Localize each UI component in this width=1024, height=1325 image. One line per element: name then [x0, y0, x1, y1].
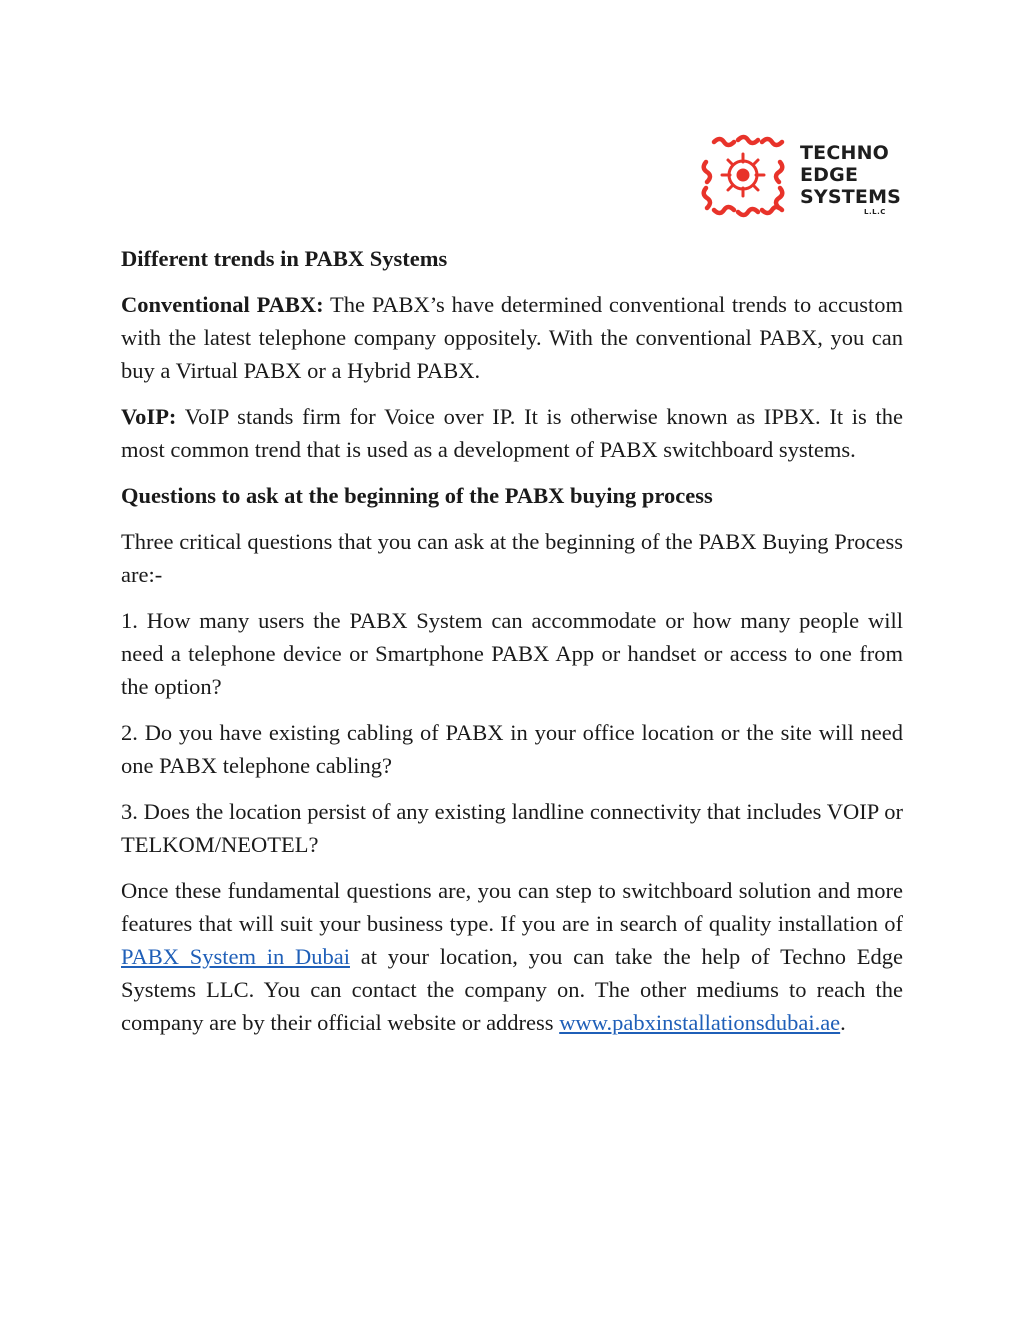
logo-wordmark — [800, 142, 901, 208]
section-heading-questions: Questions to ask at the beginning of the PABX buying process — [121, 483, 713, 508]
company-logo — [700, 132, 900, 222]
paragraph-closing — [121, 874, 903, 1039]
document-body — [121, 242, 903, 1052]
paragraph-intro: Three critical questions that you can ask at the beginning of the PABX Buying Process are:- — [121, 529, 903, 587]
closing-text-3: . — [840, 1010, 846, 1035]
text-conventional-pabx: The PABX’s have determined conventional trends to accustom with the latest telephone company oppositely. With the conventional PABX, you can buy a Virtual PABX or a Hybrid PABX. — [121, 292, 903, 383]
logo-mark-icon — [700, 132, 786, 218]
question-1: 1. How many users the PABX System can accommodate or how many people will need a telephone device or Smartphone PABX App or handset or access to one from the option? — [121, 608, 903, 699]
closing-text-1: Once these fundamental questions are, you can step to switchboard solution and more features that will suit your business type. If you are in search of quality installation of — [121, 878, 903, 936]
text-voip: VoIP stands firm for Voice over IP. It is otherwise known as IPBX. It is the most common trend that is used as a development of PABX switchboard systems. — [121, 404, 903, 462]
lead-conventional-pabx: Conventional PABX: — [121, 292, 324, 317]
link-website[interactable]: www.pabxinstallationsdubai.ae — [559, 1010, 841, 1035]
paragraph-conventional-pabx — [121, 288, 903, 387]
question-2: 2. Do you have existing cabling of PABX in your office location or the site will need one PABX telephone cabling? — [121, 720, 903, 778]
paragraph-voip — [121, 400, 903, 466]
logo-line-techno: TECHNO — [800, 142, 890, 164]
closing-text-2: at your location, you can take the help of Techno Edge Systems LLC. You can contact the company on. The other mediums to reach the company are by their official website or address — [121, 944, 903, 1035]
link-pabx-system-dubai[interactable]: PABX System in Dubai — [121, 944, 350, 969]
question-3: 3. Does the location persist of any existing landline connectivity that includes VOIP or TELKOM/NEOTEL? — [121, 799, 903, 857]
lead-voip: VoIP: — [121, 404, 177, 429]
logo-line-systems: SYSTEMS — [800, 186, 902, 208]
document-title: Different trends in PABX Systems — [121, 246, 448, 271]
logo-suffix: L.L.C — [864, 208, 886, 216]
logo-line-edge: EDGE — [800, 164, 859, 186]
